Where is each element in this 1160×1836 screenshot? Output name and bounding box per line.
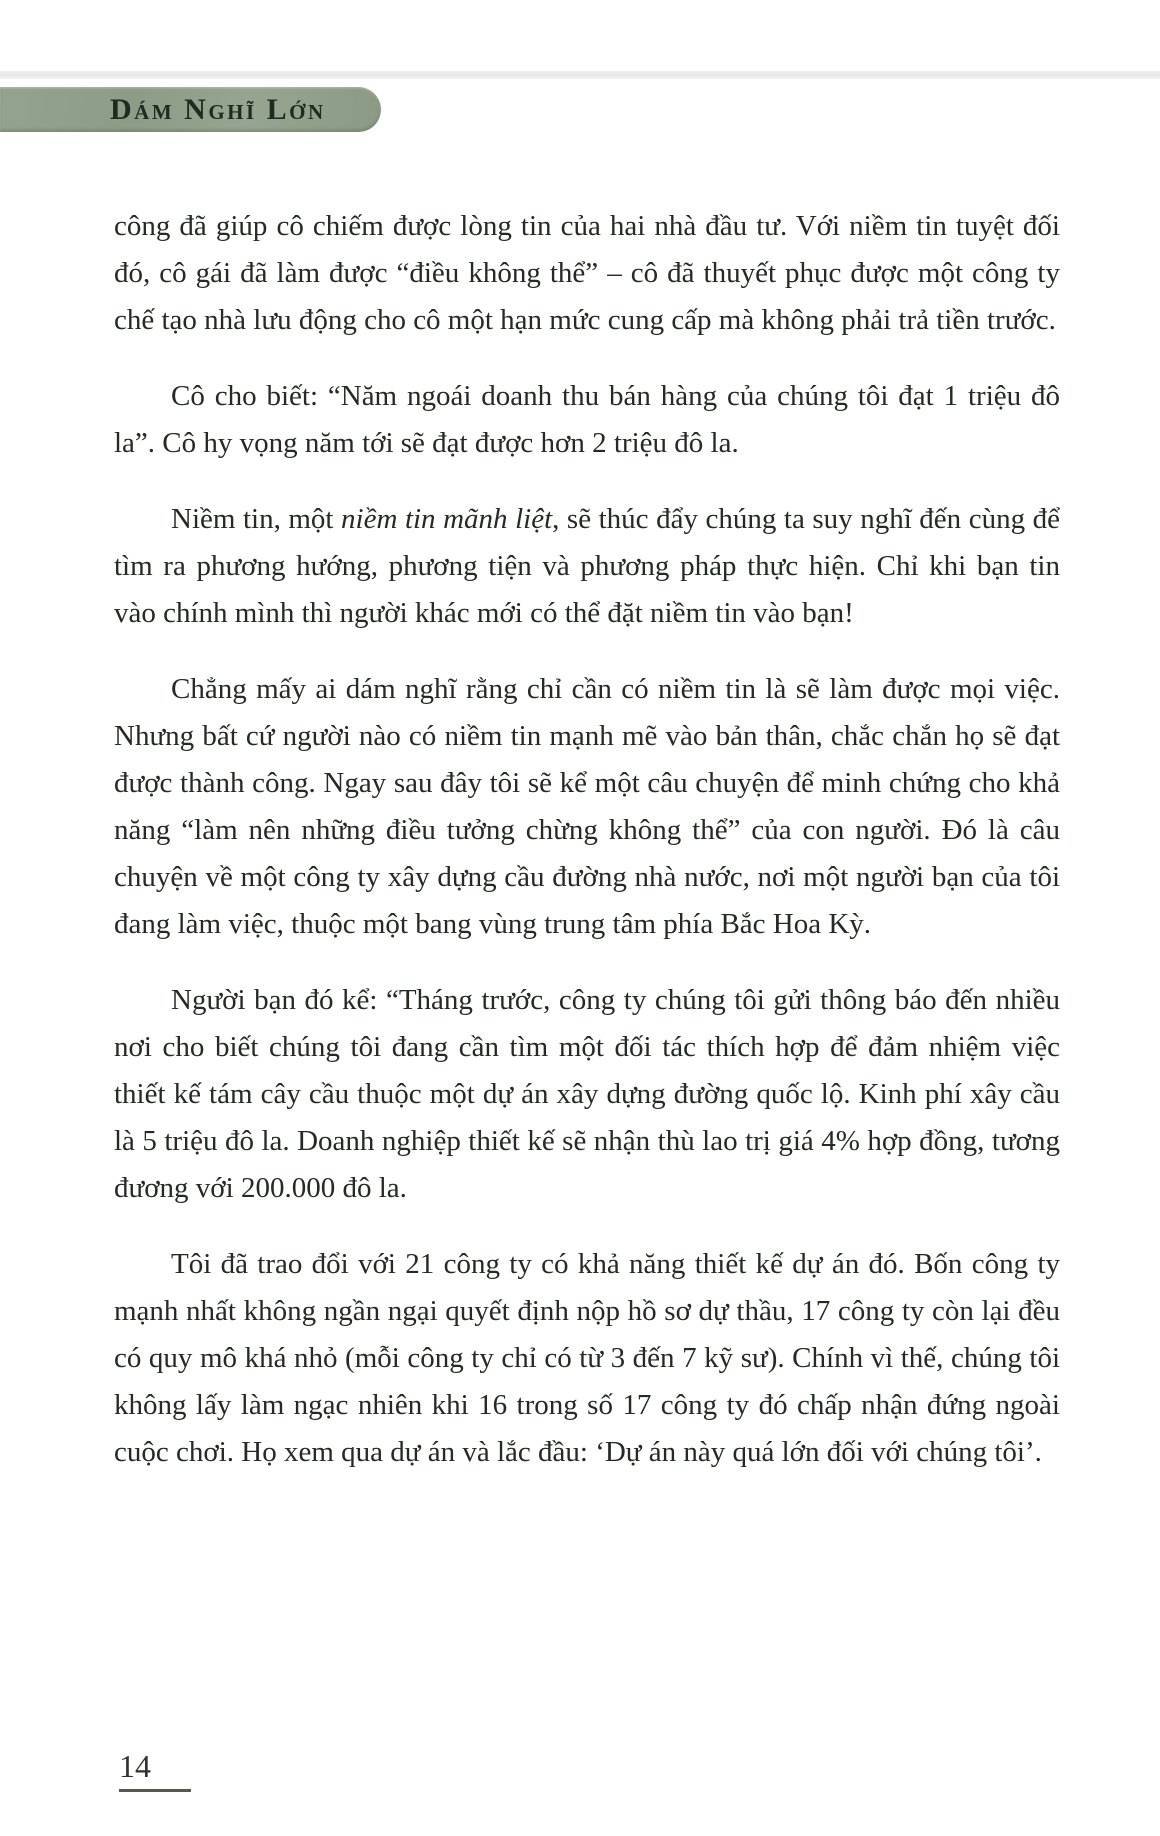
paragraph-3 [114, 496, 1060, 637]
chapter-header-badge [0, 87, 381, 132]
paragraph-3-run-3: , sẽ thúc đẩy chúng ta suy nghĩ đến cùng để tìm ra phương hướng, phương tiện và phương pháp thực hiện. Chỉ khi bạn tin vào chính mình thì người khác mới có thể đặt niềm tin vào bạn! [114, 503, 1060, 629]
paragraph-3-italic-phrase: niềm tin mãnh liệt [341, 503, 553, 535]
paragraph-3-run-1: Niềm tin, một [171, 503, 342, 535]
paragraph-5: Người bạn đó kể: “Tháng trước, công ty chúng tôi gửi thông báo đến nhiều nơi cho biết chúng tôi đang cần tìm một đối tác thích hợp để đảm nhiệm việc thiết kế tám cây cầu thuộc một dự án xây dựng đường quốc lộ. Kinh phí xây cầu là 5 triệu đô la. Doanh nghiệp thiết kế sẽ nhận thù lao trị giá 4% hợp đồng, tương đương với 200.000 đô la. [114, 984, 1060, 1204]
page-body [114, 203, 1060, 1505]
paragraph-6: Tôi đã trao đổi với 21 công ty có khả năng thiết kế dự án đó. Bốn công ty mạnh nhất không ngần ngại quyết định nộp hồ sơ dự thầu, 17 công ty còn lại đều có quy mô khá nhỏ (mỗi công ty chỉ có từ 3 đến 7 kỹ sư). Chính vì thế, chúng tôi không lấy làm ngạc nhiên khi 16 trong số 17 công ty đó chấp nhận đứng ngoài cuộc chơi. Họ xem qua dự án và lắc đầu: ‘Dự án này quá lớn đối với chúng tôi’. [114, 1248, 1060, 1468]
page-number: 14 [119, 1747, 191, 1792]
paragraph-4: Chẳng mấy ai dám nghĩ rằng chỉ cần có niềm tin là sẽ làm được mọi việc. Nhưng bất cứ người nào có niềm tin mạnh mẽ vào bản thân, chắc chắn họ sẽ đạt được thành công. Ngay sau đây tôi sẽ kể một câu chuyện để minh chứng cho khả năng “làm nên những điều tưởng chừng không thể” của con người. Đó là câu chuyện về một công ty xây dựng cầu đường nhà nước, nơi một người bạn của tôi đang làm việc, thuộc một bang vùng trung tâm phía Bắc Hoa Kỳ. [114, 673, 1060, 940]
chapter-title: Dám Nghĩ Lớn [110, 92, 326, 126]
paragraph-1: công đã giúp cô chiếm được lòng tin của hai nhà đầu tư. Với niềm tin tuyệt đối đó, cô gái đã làm được “điều không thể” – cô đã thuyết phục được một công ty chế tạo nhà lưu động cho cô một hạn mức cung cấp mà không phải trả tiền trước. [114, 210, 1060, 336]
scan-artifact-line [0, 71, 1160, 79]
paragraph-2: Cô cho biết: “Năm ngoái doanh thu bán hàng của chúng tôi đạt 1 triệu đô la”. Cô hy vọng năm tới sẽ đạt được hơn 2 triệu đô la. [114, 380, 1060, 459]
